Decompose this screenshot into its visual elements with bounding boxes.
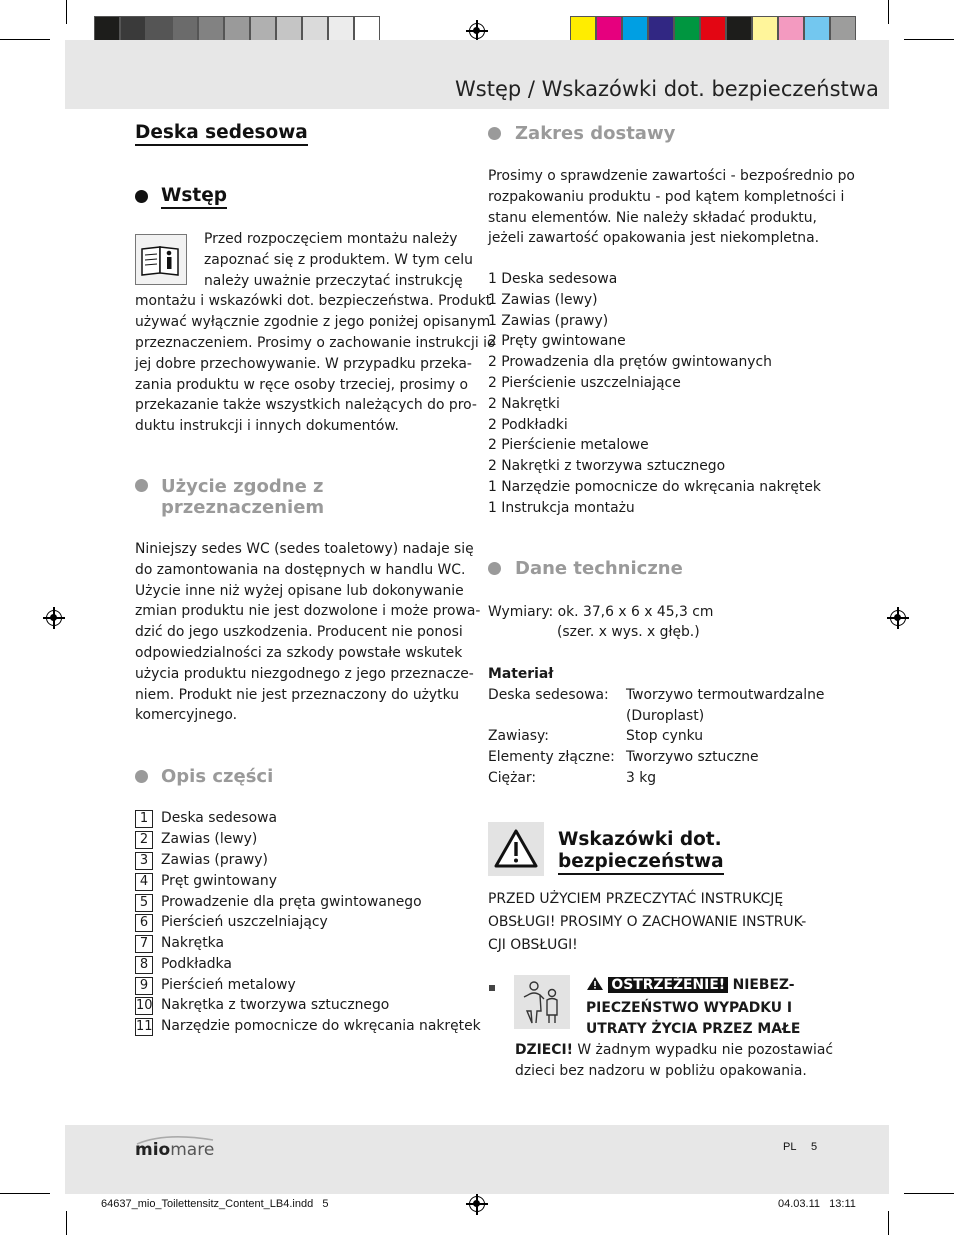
miomare-logo: miomare: [135, 1140, 214, 1160]
grey-swatch: [302, 16, 328, 43]
intended-use-text: Niniejszy sedes WC (sedes toaletowy) nadaje się do zamontowania na dostępnych w handlu WC. Użycie inne niż wyżej opisane lub dokonywanie zmian produktu nie jest dozwolone i może prowa- dzić do jego uszkodzenia. Producent nie ponosi odpowiedzialności za szkody powstałe wskutek użycia produktu niezgodnego z jego przeznacze- niem. Produkt nie jest przeznaczony do użytku komercyjnego.: [135, 541, 481, 724]
grey-swatch: [224, 16, 250, 43]
color-swatch: [648, 16, 674, 43]
dimensions-line: Wymiary: ok. 37,6 x 6 x 45,3 cm: [488, 604, 714, 620]
intended-use-heading: Użycie zgodne z przeznaczeniem: [161, 476, 325, 518]
language-code: PL: [783, 1141, 797, 1153]
color-swatch: [752, 16, 778, 43]
list-item: 2 Podkładki: [488, 416, 568, 433]
color-swatch: [804, 16, 830, 43]
registration-mark-icon: [890, 610, 906, 626]
bullet-icon: [135, 190, 148, 203]
bullet-icon: [135, 479, 148, 492]
delivery-list: [488, 269, 821, 519]
grey-swatch: [172, 16, 198, 43]
table-row: Deska sedesowa:: [488, 687, 609, 703]
color-swatch: [570, 16, 596, 43]
grey-swatch: [94, 16, 120, 43]
grey-swatch: [276, 16, 302, 43]
color-swatch: [674, 16, 700, 43]
color-swatch: [596, 16, 622, 43]
tech-heading: Dane techniczne: [515, 558, 683, 579]
page-number: 5: [811, 1141, 818, 1153]
parts-heading: Opis części: [161, 766, 274, 787]
registration-mark-icon: [469, 23, 485, 39]
child-warning-text: OSTRZEŻENIE! NIEBEZ- PIECZEŃSTWO WYPADKU I UTRATY ŻYCIA PRZEZ MAŁE DZIECI! W żadnym wypadku nie pozostawiać dzieci bez nadzoru w pobliżu opakowania.: [515, 977, 833, 1079]
table-row: Ciężar:: [488, 770, 537, 786]
list-item: 1 Instrukcja montażu: [488, 499, 635, 516]
list-item: 1 Zawias (prawy): [488, 312, 609, 329]
grey-swatch: [146, 16, 172, 43]
table-row: Elementy złączne:: [488, 749, 615, 765]
warning-small-icon: [586, 976, 604, 998]
intro-text: Przed rozpoczęciem montażu należy zapoznać się z produktem. W tym celu należy uważnie przeczytać instrukcję montażu i wskazówki dot. bezpieczeństwa. Produkt używać wyłącznie zgodnie z jego poniżej opisanym przeznaczeniem. Prosimy o zachowanie instrukcji io jej dobre przechowywanie. W przypadku przeka- zania produktu w ręce osoby trzeciej, prosimy o przekazanie także wszystkich należących do pro- duktu instrukcji i innych dokumentów.: [135, 231, 496, 435]
list-item: 2 Pręty gwintowane: [488, 333, 626, 350]
table-row: Zawiasy:: [488, 728, 549, 744]
grey-swatch: [198, 16, 224, 43]
bullet-icon: [135, 770, 148, 783]
color-swatch: [726, 16, 752, 43]
delivery-text: Prosimy o sprawdzenie zawartości - bezpośrednio po rozpakowaniu produktu - pod kątem kompletności i stanu elementów. Nie należy składać produktu, jeżeli zawartość opakowania jest niekompletna.: [488, 168, 855, 247]
warning-triangle-icon: [488, 822, 544, 876]
list-item: 1 Deska sedesowa: [488, 271, 618, 287]
registration-mark-icon: [46, 610, 62, 626]
dimensions-note: (szer. x wys. x głęb.): [557, 624, 700, 640]
document-title: Deska sedesowa: [135, 122, 308, 146]
square-bullet-icon: [489, 985, 495, 991]
list-item: 2 Pierścienie metalowe: [488, 437, 649, 454]
color-swatch: [700, 16, 726, 43]
safety-caps-notice: PRZED UŻYCIEM PRZECZYTAĆ INSTRUKCJĘ OBSŁUGI! PROSIMY O ZACHOWANIE INSTRUK- CJI OBSŁUGI!: [488, 891, 807, 953]
list-item: 1 Zawias (lewy): [488, 291, 598, 308]
list-item: 2 Nakrętki z tworzywa sztucznego: [488, 458, 726, 475]
grey-swatch: [328, 16, 354, 43]
list-item: 2 Nakrętki: [488, 395, 560, 412]
bullet-icon: [488, 562, 501, 575]
intro-heading: Wstęp: [161, 185, 227, 209]
warning-tag: OSTRZEŻENIE!: [608, 977, 728, 993]
color-swatch: [778, 16, 804, 43]
grey-swatch: [120, 16, 146, 43]
safety-heading: Wskazówki dot. bezpieczeństwa: [558, 829, 724, 875]
bullet-icon: [488, 127, 501, 140]
grey-swatch: [354, 16, 380, 43]
registration-mark-icon: [469, 1196, 485, 1212]
print-date: 04.03.11 13:11: [778, 1198, 856, 1210]
delivery-heading: Zakres dostawy: [515, 123, 676, 144]
color-swatch: [830, 16, 856, 43]
file-slug: 64637_mio_Toilettensitz_Content_LB4.indd 5: [101, 1198, 329, 1210]
material-label: Materiał: [488, 666, 554, 682]
list-item: 1 Narzędzie pomocnicze do wkręcania nakrętek: [488, 478, 821, 495]
list-item: 2 Pierścienie uszczelniające: [488, 374, 681, 391]
color-swatch: [622, 16, 648, 43]
list-item: 2 Prowadzenia dla prętów gwintowanych: [488, 354, 772, 371]
page-title: Wstęp / Wskazówki dot. bezpieczeństwa: [455, 77, 879, 101]
grey-swatch: [250, 16, 276, 43]
